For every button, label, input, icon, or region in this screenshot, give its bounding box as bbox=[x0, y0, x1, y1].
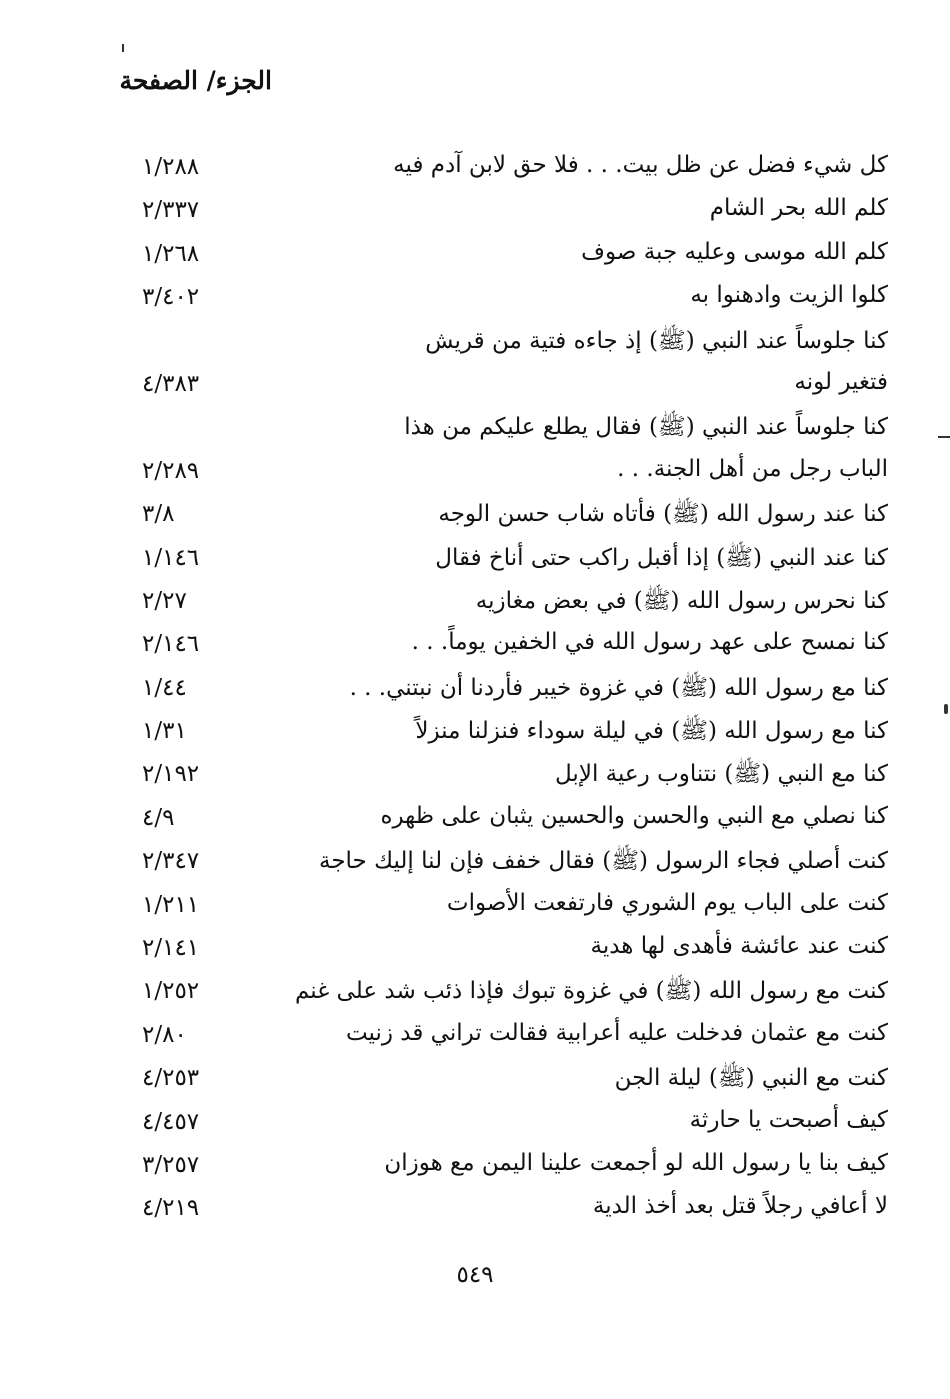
page-number: ٥٤٩ bbox=[456, 1262, 494, 1288]
entry-reference: ٢/١٤٦ bbox=[142, 631, 200, 658]
index-entry bbox=[0, 191, 950, 234]
index-entry bbox=[0, 625, 950, 668]
entry-text: كنا جلوساً عند النبي (ﷺ) إذ جاءه فتية من قريش bbox=[425, 327, 888, 354]
entry-text: فتغير لونه bbox=[794, 368, 888, 395]
entry-text: كنا عند رسول الله (ﷺ) فأتاه شاب حسن الوجه bbox=[438, 501, 888, 528]
entry-reference: ٢/٢٨٩ bbox=[142, 457, 200, 484]
entry-reference: ٢/٣٣٧ bbox=[142, 197, 200, 224]
entry-text: كنا جلوساً عند النبي (ﷺ) فقال يطلع عليكم من هذا bbox=[404, 414, 888, 441]
entry-text: لا أعافي رجلاً قتل بعد أخذ الدية bbox=[592, 1193, 888, 1220]
entry-text: كنت عند عائشة فأهدى لها هدية bbox=[590, 933, 888, 960]
entry-reference: ١/٢٨٨ bbox=[142, 154, 200, 180]
index-entry bbox=[0, 322, 950, 365]
entry-text: كنا مع رسول الله (ﷺ) في غزوة خيبر فأردنا أن نبتني. . . bbox=[349, 674, 888, 701]
entry-reference: ١/٢٦٨ bbox=[142, 240, 200, 267]
entry-text: كلوا الزيت وادهنوا به bbox=[690, 282, 888, 309]
index-entry bbox=[0, 582, 950, 625]
index-entry bbox=[0, 799, 950, 842]
index-entry bbox=[0, 755, 950, 798]
index-entry bbox=[0, 365, 950, 408]
entry-text: كنت أصلي فجاء الرسول (ﷺ) فقال خفف فإن لنا إليك حاجة bbox=[319, 848, 888, 875]
index-entry bbox=[0, 886, 950, 929]
entry-reference: ١/٤٤ bbox=[142, 674, 187, 701]
entry-text: الباب رجل من أهل الجنة. . . bbox=[617, 455, 888, 482]
entry-reference: ٣/٢٥٧ bbox=[142, 1151, 200, 1178]
entry-reference: ٤/٤٥٧ bbox=[142, 1108, 200, 1135]
index-entry bbox=[0, 452, 950, 495]
index-entry bbox=[0, 539, 950, 582]
entry-reference: ٢/٨٠ bbox=[142, 1021, 187, 1048]
index-entry bbox=[0, 495, 950, 538]
index-entry bbox=[0, 669, 950, 712]
index-entry bbox=[0, 235, 950, 278]
entry-reference: ٤/٩ bbox=[142, 804, 175, 831]
index-entry bbox=[0, 712, 950, 755]
index-list bbox=[0, 148, 950, 1233]
entry-reference: ٣/٤٠٢ bbox=[142, 284, 200, 311]
index-entry bbox=[0, 148, 950, 191]
entry-text: كيف أصبحت يا حارثة bbox=[689, 1106, 888, 1133]
entry-reference: ٤/٢٥٣ bbox=[142, 1065, 200, 1092]
entry-text: كنا نحرس رسول الله (ﷺ) في بعض مغازيه bbox=[475, 587, 888, 614]
entry-text: كنا مع النبي (ﷺ) نتناوب رعية الإبل bbox=[555, 761, 888, 788]
index-entry bbox=[0, 972, 950, 1015]
index-entry bbox=[0, 1103, 950, 1146]
entry-text: كيف بنا يا رسول الله لو أجمعت علينا اليمن مع هوزان bbox=[384, 1149, 888, 1176]
index-entry bbox=[0, 929, 950, 972]
entry-reference: ٢/٢٧ bbox=[142, 587, 187, 614]
entry-reference: ٤/٢١٩ bbox=[142, 1195, 200, 1222]
column-header: الجزء/ الصفحة bbox=[119, 66, 272, 95]
entry-reference: ٣/٨ bbox=[142, 501, 175, 528]
index-entry bbox=[0, 1189, 950, 1232]
entry-reference: ١/٢٥٢ bbox=[142, 978, 200, 1005]
index-entry bbox=[0, 842, 950, 885]
entry-text: كل شيء فضل عن ظل بيت. . . فلا حق لابن آدم فيه bbox=[393, 152, 888, 178]
index-entry bbox=[0, 1016, 950, 1059]
index-entry bbox=[0, 278, 950, 321]
entry-text: كنا مع رسول الله (ﷺ) في ليلة سوداء فنزلنا منزلاً bbox=[415, 718, 888, 745]
entry-reference: ١/٣١ bbox=[142, 718, 187, 745]
index-entry bbox=[0, 408, 950, 451]
entry-reference: ٢/١٤١ bbox=[142, 935, 200, 962]
entry-text: كنت مع رسول الله (ﷺ) في غزوة تبوك فإذا ذئب شد على غنم bbox=[294, 978, 888, 1005]
entry-text: كنت على الباب يوم الشوري فارتفعت الأصوات bbox=[446, 889, 888, 916]
entry-text: كنا نمسح على عهد رسول الله في الخفين يوماً. . . bbox=[411, 629, 888, 656]
entry-text: كنت مع عثمان فدخلت عليه أعرابية فقالت تراني قد زنيت bbox=[345, 1019, 888, 1046]
entry-reference: ٢/٣٤٧ bbox=[142, 848, 200, 875]
entry-reference: ١/٢١١ bbox=[142, 891, 200, 918]
entry-reference: ٤/٣٨٣ bbox=[142, 370, 200, 397]
index-entry bbox=[0, 1146, 950, 1189]
index-entry bbox=[0, 1059, 950, 1102]
entry-text: كنا عند النبي (ﷺ) إذا أقبل راكب حتى أناخ فقال bbox=[435, 544, 888, 571]
entry-reference: ١/١٤٦ bbox=[142, 544, 200, 571]
entry-text: كنا نصلي مع النبي والحسن والحسين يثبان على ظهره bbox=[380, 802, 888, 829]
margin-tick-top bbox=[122, 44, 124, 52]
entry-reference: ٢/١٩٢ bbox=[142, 761, 200, 788]
entry-text: كلم الله موسى وعليه جبة صوف bbox=[581, 238, 888, 265]
entry-text: كنت مع النبي (ﷺ) ليلة الجن bbox=[614, 1065, 888, 1092]
entry-text: كلم الله بحر الشام bbox=[709, 195, 888, 222]
